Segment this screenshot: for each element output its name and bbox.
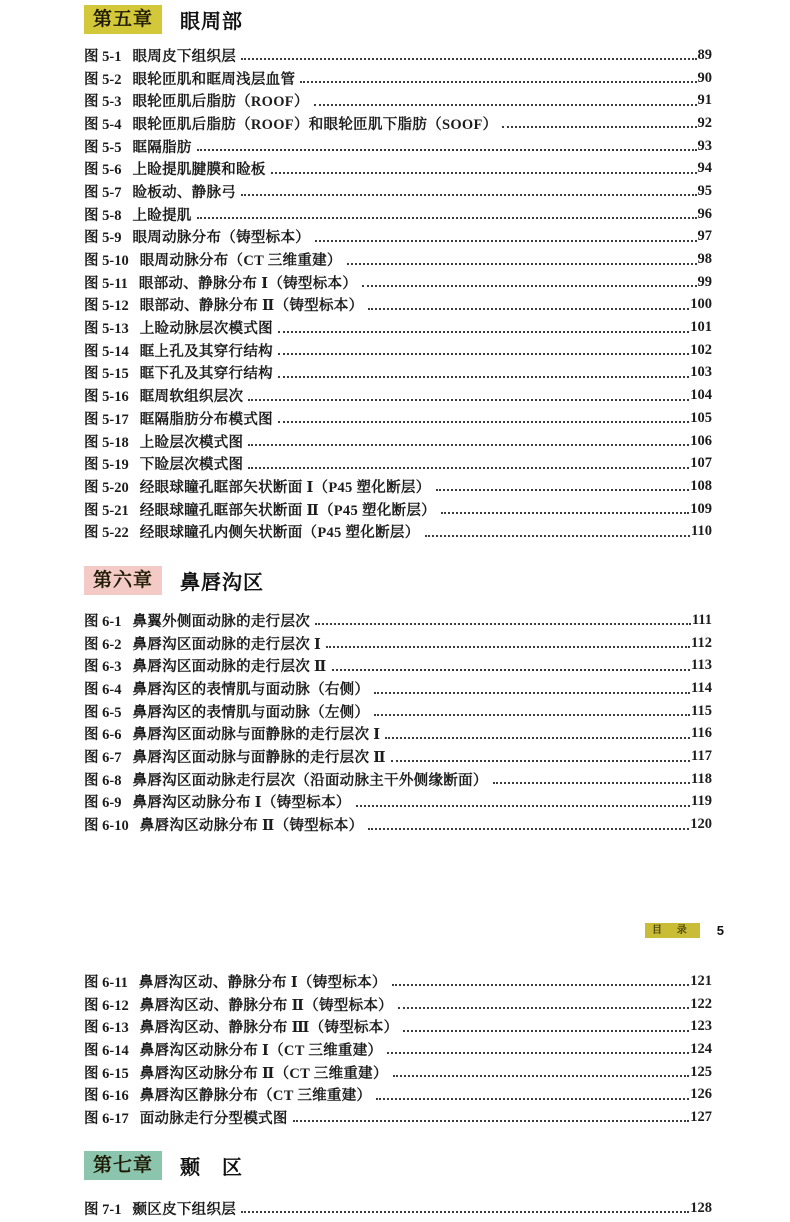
figure-label: 图 6-5 xyxy=(84,704,122,721)
dot-leader xyxy=(248,467,689,469)
dot-leader xyxy=(241,1211,689,1213)
figure-label: 图 6-13 xyxy=(84,1020,129,1037)
figure-title: 鼻唇沟区动脉分布 Ⅱ（铸型标本） xyxy=(139,818,364,835)
toc-entry-row xyxy=(84,1106,712,1129)
figure-label: 图 5-7 xyxy=(84,184,122,201)
figure-label: 图 5-22 xyxy=(84,525,129,542)
dot-leader xyxy=(315,623,691,625)
chapter-6-title: 鼻唇沟区 xyxy=(180,571,265,594)
figure-label: 图 5-1 xyxy=(84,48,122,65)
figure-title: 睑板动、静脉弓 xyxy=(132,184,237,201)
figure-page-number: 99 xyxy=(697,273,712,290)
chapter-6-section xyxy=(84,565,712,836)
figure-title: 鼻唇沟区静脉分布（CT 三维重建） xyxy=(139,1088,372,1105)
figure-label: 图 5-21 xyxy=(84,502,129,519)
figure-page-number: 90 xyxy=(697,69,712,86)
figure-label: 图 6-11 xyxy=(84,974,128,991)
figure-title: 鼻唇沟区动、静脉分布 Ⅲ（铸型标本） xyxy=(139,1020,399,1037)
toc-entry-row xyxy=(84,430,712,453)
figure-page-number: 104 xyxy=(690,387,712,404)
toc-entry-row xyxy=(84,632,712,655)
dot-leader xyxy=(403,1030,689,1032)
figure-title: 鼻唇沟区面动脉的走行层次 Ⅰ xyxy=(132,636,322,653)
figure-page-number: 113 xyxy=(691,657,712,674)
figure-page-number: 126 xyxy=(690,1086,712,1103)
dot-leader xyxy=(374,714,690,716)
figure-label: 图 5-5 xyxy=(84,139,122,156)
chapter-6-entries-part2 xyxy=(84,970,712,1129)
dot-leader xyxy=(241,58,696,60)
toc-entry-row xyxy=(84,271,712,294)
toc-entry-row xyxy=(84,791,712,814)
chapter-7-entries xyxy=(84,1197,712,1220)
toc-entry-row xyxy=(84,203,712,226)
figure-page-number: 93 xyxy=(697,137,712,154)
figure-page-number: 92 xyxy=(697,114,712,131)
dot-leader xyxy=(362,285,696,287)
figure-title: 鼻唇沟区面动脉与面静脉的走行层次 Ⅱ xyxy=(132,750,386,767)
toc-entry-row xyxy=(84,520,712,543)
figure-label: 图 5-11 xyxy=(84,275,128,292)
figure-label: 图 5-13 xyxy=(84,321,129,338)
figure-label: 图 6-3 xyxy=(84,659,122,676)
dot-leader xyxy=(368,308,689,310)
figure-label: 图 5-15 xyxy=(84,366,129,383)
figure-label: 图 6-15 xyxy=(84,1065,129,1082)
dot-leader xyxy=(376,1098,689,1100)
figure-title: 眶隔脂肪分布模式图 xyxy=(139,411,273,428)
toc-entry-row xyxy=(84,452,712,475)
figure-label: 图 5-19 xyxy=(84,457,129,474)
toc-entry-row xyxy=(84,1061,712,1084)
figure-title: 下睑层次模式图 xyxy=(139,457,244,474)
figure-title: 眶下孔及其穿行结构 xyxy=(139,366,273,383)
toc-entry-row xyxy=(84,157,712,180)
dot-leader xyxy=(436,489,690,491)
dot-leader xyxy=(197,217,697,219)
figure-label: 图 6-14 xyxy=(84,1042,129,1059)
figure-title: 上睑层次模式图 xyxy=(139,434,244,451)
dot-leader xyxy=(278,331,689,333)
figure-title: 眶隔脂肪 xyxy=(132,139,192,156)
figure-label: 图 5-4 xyxy=(84,116,122,133)
figure-page-number: 110 xyxy=(691,523,712,540)
figure-label: 图 5-10 xyxy=(84,253,129,270)
dot-leader xyxy=(314,104,697,106)
figure-page-number: 100 xyxy=(690,296,712,313)
figure-title: 眼周动脉分布（铸型标本） xyxy=(132,230,311,247)
toc-entry-row xyxy=(84,655,712,678)
figure-title: 眼部动、静脉分布 Ⅱ（铸型标本） xyxy=(139,298,364,315)
chapter-5-section xyxy=(84,4,712,543)
figure-page-number: 119 xyxy=(691,793,712,810)
figure-label: 图 7-1 xyxy=(84,1201,122,1218)
figure-page-number: 98 xyxy=(697,251,712,268)
figure-label: 图 5-20 xyxy=(84,479,129,496)
toc-entry-row xyxy=(84,89,712,112)
figure-label: 图 5-3 xyxy=(84,94,122,111)
figure-label: 图 5-14 xyxy=(84,343,129,360)
toc-entry-row xyxy=(84,970,712,993)
toc-entry-row xyxy=(84,1197,712,1220)
toc-entry-row xyxy=(84,677,712,700)
figure-label: 图 5-17 xyxy=(84,411,129,428)
dot-leader xyxy=(332,669,691,671)
figure-page-number: 123 xyxy=(690,1018,712,1035)
dot-leader xyxy=(315,240,696,242)
figure-page-number: 91 xyxy=(697,92,712,109)
figure-page-number: 94 xyxy=(697,160,712,177)
dot-leader xyxy=(425,535,691,537)
dot-leader xyxy=(248,399,689,401)
dot-leader xyxy=(300,81,696,83)
figure-page-number: 96 xyxy=(697,205,712,222)
toc-entry-row xyxy=(84,498,712,521)
figure-page-number: 95 xyxy=(697,182,712,199)
dot-leader xyxy=(385,737,690,739)
figure-page-number: 111 xyxy=(691,611,712,628)
dot-leader xyxy=(493,782,690,784)
dot-leader xyxy=(347,263,697,265)
figure-title: 上睑提肌 xyxy=(132,207,192,224)
figure-label: 图 6-4 xyxy=(84,682,122,699)
chapter-6-heading xyxy=(84,565,712,595)
toc-entry-row xyxy=(84,407,712,430)
figure-title: 经眼球瞳孔眶部矢状断面 Ⅱ（P45 塑化断层） xyxy=(139,502,436,519)
figure-label: 图 5-8 xyxy=(84,207,122,224)
toc-entry-row xyxy=(84,723,712,746)
figure-title: 鼻唇沟区动脉分布 Ⅰ（CT 三维重建） xyxy=(139,1042,383,1059)
toc-entry-row xyxy=(84,44,712,67)
dot-leader xyxy=(241,194,696,196)
figure-title: 面动脉走行分型模式图 xyxy=(139,1110,288,1127)
figure-title: 眶上孔及其穿行结构 xyxy=(139,343,273,360)
figure-label: 图 6-6 xyxy=(84,727,122,744)
dot-leader xyxy=(278,421,689,423)
figure-label: 图 6-7 xyxy=(84,750,122,767)
toc-entry-row xyxy=(84,700,712,723)
figure-page-number: 125 xyxy=(690,1063,712,1080)
dot-leader xyxy=(278,376,689,378)
figure-page-number: 107 xyxy=(690,455,712,472)
figure-page-number: 103 xyxy=(690,364,712,381)
figure-title: 眼轮匝肌和眶周浅层血管 xyxy=(132,71,296,88)
dot-leader xyxy=(197,149,697,151)
figure-page-number: 109 xyxy=(690,500,712,517)
dot-leader xyxy=(441,512,689,514)
figure-title: 眼周皮下组织层 xyxy=(132,48,237,65)
figure-page-number: 115 xyxy=(691,702,712,719)
toc-entry-row xyxy=(84,67,712,90)
figure-label: 图 6-8 xyxy=(84,772,122,789)
figure-page-number: 101 xyxy=(690,319,712,336)
toc-entry-row xyxy=(84,1083,712,1106)
figure-page-number: 121 xyxy=(690,972,712,989)
figure-label: 图 5-9 xyxy=(84,230,122,247)
figure-page-number: 112 xyxy=(691,634,712,651)
figure-title: 鼻唇沟区动脉分布 Ⅰ（铸型标本） xyxy=(132,795,351,812)
figure-label: 图 5-2 xyxy=(84,71,122,88)
dot-leader xyxy=(393,1075,689,1077)
figure-title: 经眼球瞳孔内侧矢状断面（P45 塑化断层） xyxy=(139,525,420,542)
toc-entry-row xyxy=(84,768,712,791)
dot-leader xyxy=(374,692,690,694)
figure-title: 鼻唇沟区动脉分布 Ⅱ（CT 三维重建） xyxy=(139,1065,388,1082)
figure-title: 鼻唇沟区的表情肌与面动脉（左侧） xyxy=(132,704,370,721)
toc-footer-page-number: 5 xyxy=(716,922,724,938)
figure-label: 图 6-17 xyxy=(84,1110,129,1127)
figure-label: 图 6-9 xyxy=(84,795,122,812)
figure-label: 图 6-16 xyxy=(84,1088,129,1105)
chapter-7-title: 颞 区 xyxy=(180,1157,244,1180)
figure-title: 鼻唇沟区面动脉与面静脉的走行层次 Ⅰ xyxy=(132,727,381,744)
figure-label: 图 6-10 xyxy=(84,818,129,835)
toc-entry-row xyxy=(84,362,712,385)
toc-entry-row xyxy=(84,384,712,407)
toc-entry-row xyxy=(84,316,712,339)
figure-title: 眼部动、静脉分布 Ⅰ（铸型标本） xyxy=(138,275,358,292)
figure-page-number: 118 xyxy=(691,770,712,787)
figure-label: 图 5-12 xyxy=(84,298,129,315)
figure-page-number: 120 xyxy=(690,816,712,833)
figure-label: 图 5-18 xyxy=(84,434,129,451)
toc-entry-row xyxy=(84,248,712,271)
figure-title: 上睑动脉层次模式图 xyxy=(139,321,273,338)
toc-entry-row xyxy=(84,294,712,317)
toc-entry-row xyxy=(84,993,712,1016)
figure-page-number: 114 xyxy=(691,680,712,697)
chapter-5-badge: 第五章 xyxy=(84,5,162,34)
chapter-7-section xyxy=(84,1151,712,1220)
figure-title: 眼轮匝肌后脂肪（ROOF）和眼轮匝肌下脂肪（SOOF） xyxy=(132,116,498,133)
figure-title: 眼周动脉分布（CT 三维重建） xyxy=(139,253,342,270)
figure-label: 图 6-2 xyxy=(84,636,122,653)
figure-title: 鼻翼外侧面动脉的走行层次 xyxy=(132,613,311,630)
dot-leader xyxy=(387,1052,689,1054)
figure-label: 图 6-1 xyxy=(84,613,122,630)
figure-page-number: 122 xyxy=(690,995,712,1012)
toc-footer-badge: 目 录 xyxy=(645,923,700,938)
figure-title: 眶周软组织层次 xyxy=(139,389,244,406)
figure-page-number: 102 xyxy=(690,341,712,358)
figure-page-number: 106 xyxy=(690,432,712,449)
toc-entry-row xyxy=(84,475,712,498)
dot-leader xyxy=(278,353,689,355)
dot-leader xyxy=(356,805,690,807)
figure-label: 图 5-6 xyxy=(84,162,122,179)
chapter-5-title: 眼周部 xyxy=(180,10,244,33)
figure-page-number: 89 xyxy=(697,46,712,63)
page-footer xyxy=(84,922,724,938)
figure-page-number: 108 xyxy=(690,477,712,494)
chapter-5-heading xyxy=(84,4,712,34)
chapter-6-badge: 第六章 xyxy=(84,566,162,595)
toc-entry-row xyxy=(84,1015,712,1038)
toc-entry-row xyxy=(84,339,712,362)
toc-entry-row xyxy=(84,135,712,158)
toc-entry-row xyxy=(84,609,712,632)
dot-leader xyxy=(392,984,690,986)
figure-title: 鼻唇沟区面动脉的走行层次 Ⅱ xyxy=(132,659,327,676)
toc-entry-row xyxy=(84,813,712,836)
chapter-7-heading xyxy=(84,1151,712,1181)
dot-leader xyxy=(398,1007,689,1009)
figure-title: 颞区皮下组织层 xyxy=(132,1201,237,1218)
figure-title: 眼轮匝肌后脂肪（ROOF） xyxy=(132,94,309,111)
figure-title: 鼻唇沟区的表情肌与面动脉（右侧） xyxy=(132,682,370,699)
toc-entry-row xyxy=(84,180,712,203)
dot-leader xyxy=(391,760,690,762)
figure-page-number: 116 xyxy=(691,725,712,742)
dot-leader xyxy=(293,1120,690,1122)
dot-leader xyxy=(271,172,697,174)
dot-leader xyxy=(368,828,689,830)
figure-page-number: 127 xyxy=(690,1108,712,1125)
toc-entry-row xyxy=(84,1038,712,1061)
figure-title: 经眼球瞳孔眶部矢状断面 Ⅰ（P45 塑化断层） xyxy=(139,479,431,496)
figure-title: 鼻唇沟区动、静脉分布 Ⅱ（铸型标本） xyxy=(139,997,393,1014)
figure-title: 鼻唇沟区面动脉走行层次（沿面动脉主干外侧缘断面） xyxy=(132,772,488,789)
dot-leader xyxy=(326,646,690,648)
figure-page-number: 117 xyxy=(691,748,712,765)
figure-page-number: 97 xyxy=(697,228,712,245)
figure-title: 鼻唇沟区动、静脉分布 Ⅰ（铸型标本） xyxy=(138,974,387,991)
figure-page-number: 105 xyxy=(690,409,712,426)
chapter-7-badge: 第七章 xyxy=(84,1151,162,1180)
toc-entry-row xyxy=(84,226,712,249)
figure-page-number: 124 xyxy=(690,1040,712,1057)
toc-entry-row xyxy=(84,112,712,135)
chapter-6-entries-part1 xyxy=(84,609,712,836)
figure-title: 上睑提肌腱膜和睑板 xyxy=(132,162,266,179)
figure-label: 图 6-12 xyxy=(84,997,129,1014)
toc-entry-row xyxy=(84,745,712,768)
dot-leader xyxy=(502,126,696,128)
figure-label: 图 5-16 xyxy=(84,389,129,406)
figure-page-number: 128 xyxy=(690,1199,712,1216)
chapter-5-entries xyxy=(84,44,712,543)
dot-leader xyxy=(248,444,689,446)
